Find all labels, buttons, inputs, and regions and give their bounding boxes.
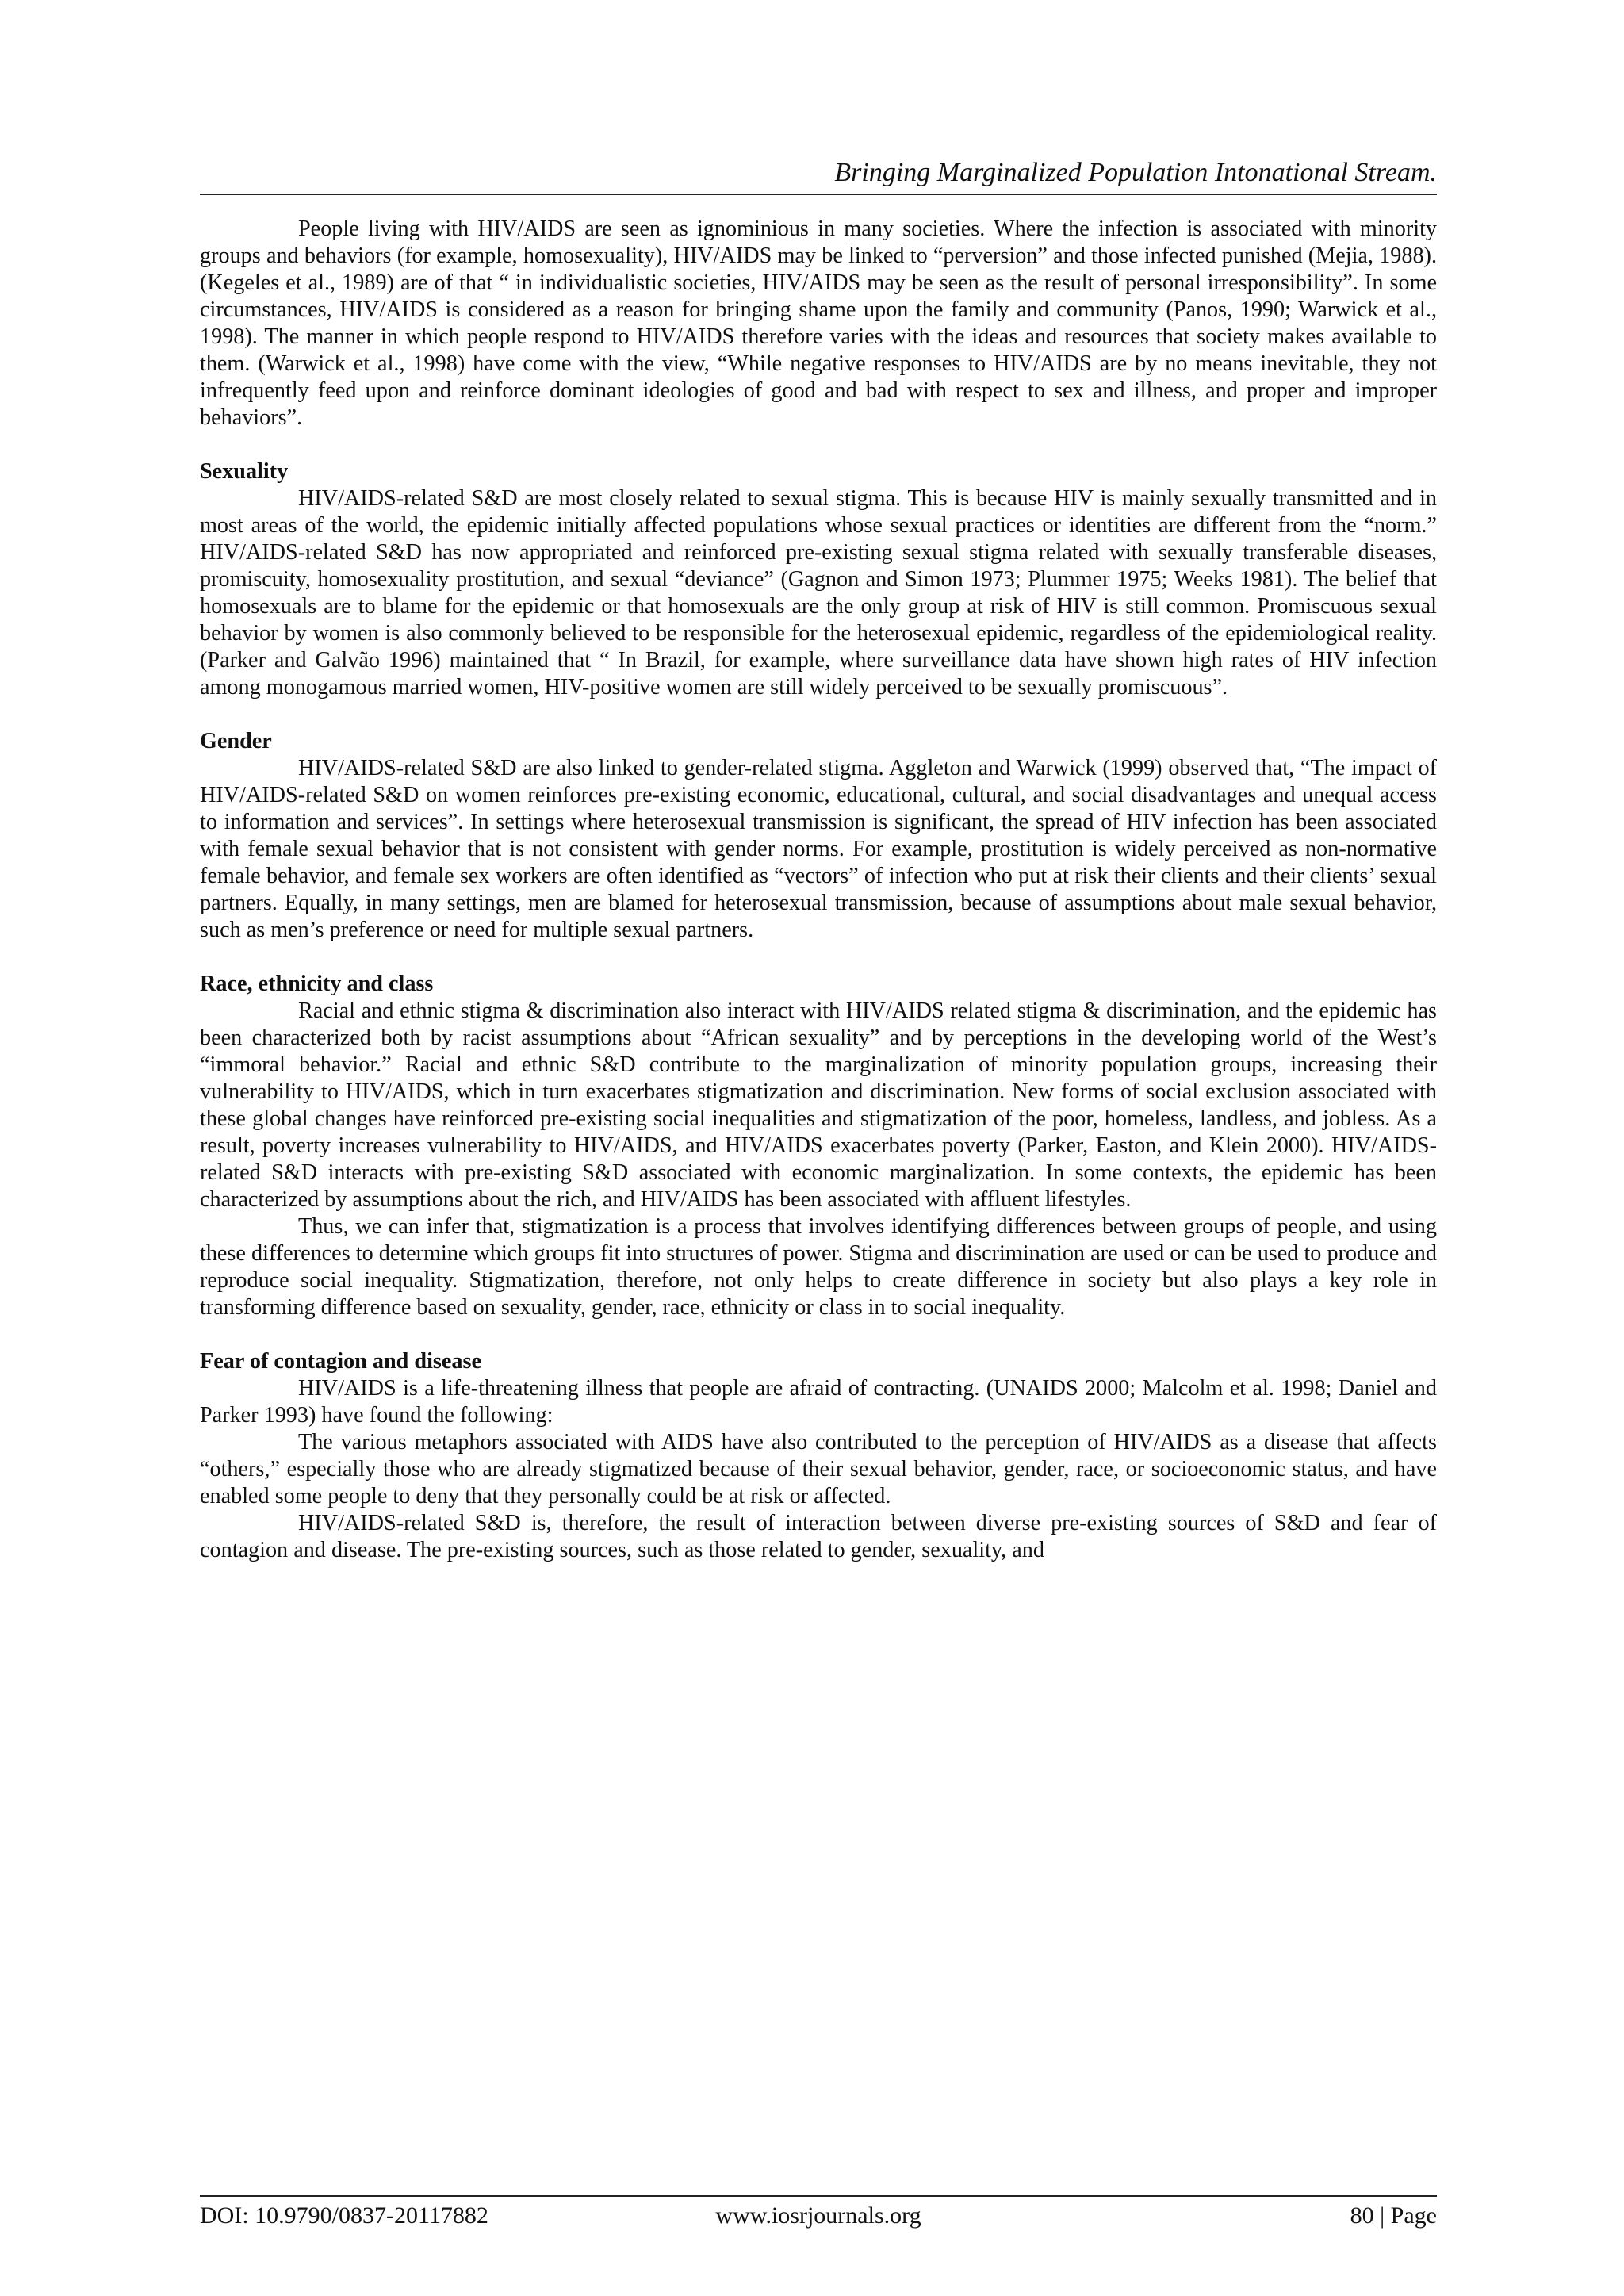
section-heading-fear: Fear of contagion and disease bbox=[200, 1349, 481, 1374]
paragraph-gender: HIV/AIDS-related S&D are also linked to gender-related stigma. Aggleton and Warwick (1999) observed that, “The impact of HIV/AIDS-related S&D on women reinforces pre-existing economic, educational, cultural, and social disadvantages and unequal access to information and services”. In settings where heterosexual transmission is significant, the spread of HIV infection has been associated with female sexual behavior that is not consistent with gender norms. For example, prostitution is widely perceived as non-normative female behavior, and female sex workers are often identified as “vectors” of infection who put at risk their clients and their clients’ sexual partners. Equally, in many settings, men are blamed for heterosexual transmission, because of assumptions about male sexual behavior, such as men’s preference or need for multiple sexual partners. bbox=[200, 756, 1437, 942]
paragraph-fear-intro: HIV/AIDS is a life-threatening illness that people are afraid of contracting. (UNAIDS 2000; Malcolm et al. 1998; Daniel and Parker 1993) have found the following: bbox=[200, 1376, 1437, 1428]
paragraph-stigmatization: Thus, we can infer that, stigmatization is a process that involves identifying differences between groups of people, and using these differences to determine which groups fit into structures of power. Stigma and discrimination are used or can be used to produce and reproduce social inequality. Stigmatization, therefore, not only helps to create difference in society but also plays a key role in transforming difference based on sexuality, gender, race, ethnicity or class in to social inequality. bbox=[200, 1214, 1437, 1320]
footer-rule bbox=[200, 2195, 1437, 2197]
section-heading-race: Race, ethnicity and class bbox=[200, 972, 434, 996]
paper-page bbox=[200, 151, 1437, 2229]
footer-website: www.iosrjournals.org bbox=[715, 2202, 921, 2229]
footer-page-number: 80 | Page bbox=[1350, 2202, 1437, 2229]
running-header: Bringing Marginalized Population Intonational Stream. bbox=[834, 158, 1437, 187]
footer-doi: DOI: 10.9790/0837-20117882 bbox=[200, 2202, 488, 2229]
paragraph-sexuality: HIV/AIDS-related S&D are most closely related to sexual stigma. This is because HIV is mainly sexually transmitted and in most areas of the world, the epidemic initially affected populations whose sexual practices or identities are different from the “norm.” HIV/AIDS-related S&D has now appropriated and reinforced pre-existing sexual stigma related with sexually transferable diseases, promiscuity, homosexuality prostitution, and sexual “deviance” (Gagnon and Simon 1973; Plummer 1975; Weeks 1981). The belief that homosexuals are to blame for the epidemic or that homosexuals are the only group at risk of HIV is still common. Promiscuous sexual behavior by women is also commonly believed to be responsible for the heterosexual epidemic, regardless of the epidemiological reality. (Parker and Galvão 1996) maintained that “ In Brazil, for example, where surveillance data have shown high rates of HIV infection among monogamous married women, HIV-positive women are still widely perceived to be sexually promiscuous”. bbox=[200, 486, 1437, 700]
body-text bbox=[200, 216, 1437, 1564]
paragraph-fear-conclusion: HIV/AIDS-related S&D is, therefore, the result of interaction between diverse pre-existing sources of S&D and fear of contagion and disease. The pre-existing sources, such as those related to gender, sexuality, and bbox=[200, 1511, 1437, 1562]
paragraph-race: Racial and ethnic stigma & discrimination also interact with HIV/AIDS related stigma & discrimination, and the epidemic has been characterized both by racist assumptions about “African sexuality” and by perceptions in the developing world of the West’s “immoral behavior.” Racial and ethnic S&D contribute to the marginalization of minority population groups, increasing their vulnerability to HIV/AIDS, which in turn exacerbates stigmatization and discrimination. New forms of social exclusion associated with these global changes have reinforced pre-existing social inequalities and stigmatization of the poor, homeless, landless, and jobless. As a result, poverty increases vulnerability to HIV/AIDS, and HIV/AIDS exacerbates poverty (Parker, Easton, and Klein 2000). HIV/AIDS-related S&D interacts with pre-existing S&D associated with economic marginalization. In some contexts, the epidemic has been characterized by assumptions about the rich, and HIV/AIDS has been associated with affluent lifestyles. bbox=[200, 999, 1437, 1212]
header-rule bbox=[200, 194, 1437, 195]
paragraph-fear-metaphors: The various metaphors associated with AIDS have also contributed to the perception of HIV/AIDS as a disease that affects “others,” especially those who are already stigmatized because of their sexual behavior, gender, race, or socioeconomic status, and have enabled some people to deny that they personally could be at risk or affected. bbox=[200, 1430, 1437, 1508]
section-heading-sexuality: Sexuality bbox=[200, 459, 289, 484]
section-heading-gender: Gender bbox=[200, 729, 272, 753]
paragraph-intro: People living with HIV/AIDS are seen as ignominious in many societies. Where the infection is associated with minority groups and behaviors (for example, homosexuality), HIV/AIDS may be linked to “perversion” and those infected punished (Mejia, 1988). (Kegeles et al., 1989) are of that “ in individualistic societies, HIV/AIDS may be seen as the result of personal irresponsibility”. In some circumstances, HIV/AIDS is considered as a reason for bringing shame upon the family and community (Panos, 1990; Warwick et al., 1998). The manner in which people respond to HIV/AIDS therefore varies with the ideas and resources that society makes available to them. (Warwick et al., 1998) have come with the view, “While negative responses to HIV/AIDS are by no means inevitable, they not infrequently feed upon and reinforce dominant ideologies of good and bad with respect to sex and illness, and proper and improper behaviors”. bbox=[200, 217, 1437, 430]
page-footer bbox=[200, 2202, 1437, 2230]
